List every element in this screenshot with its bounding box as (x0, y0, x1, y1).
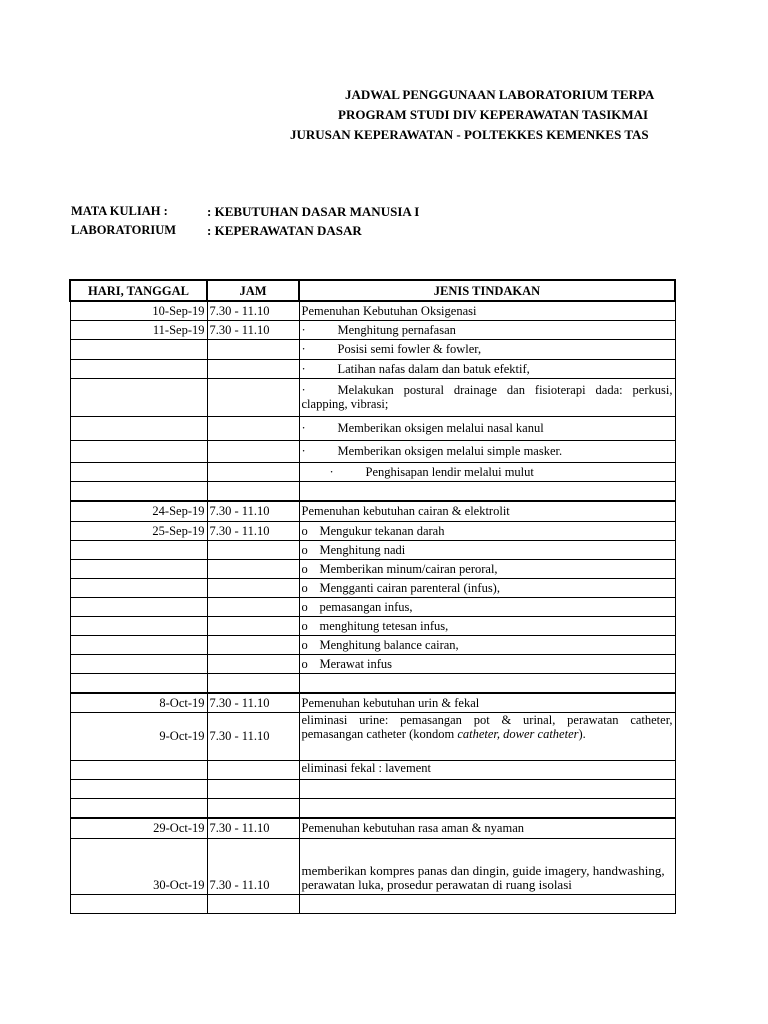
date-cell (70, 462, 207, 481)
header-action: JENIS TINDAKAN (299, 280, 675, 301)
action-cell (299, 320, 675, 339)
course-label: MATA KULIAH : (71, 204, 168, 218)
table-row (70, 779, 675, 798)
table-row (70, 440, 675, 462)
bullet-icon: o (301, 618, 308, 633)
table-row (70, 894, 675, 913)
schedule-table (69, 279, 676, 914)
action-cell: Pemenuhan kebutuhan urin & fekal (299, 693, 675, 712)
lab-label: LABORATORIUM (71, 223, 177, 237)
course-value: : KEBUTUHAN DASAR MANUSIA I (207, 204, 420, 219)
date-cell (70, 779, 207, 798)
time-cell (207, 440, 299, 462)
table-row (70, 838, 675, 894)
bullet-icon: o (301, 637, 308, 652)
action-text: menghitung tetesan infus, (319, 618, 449, 633)
spacer-row (70, 481, 675, 501)
action-text: Mengganti cairan parenteral (infus), (319, 580, 500, 595)
time-cell: 7.30 - 11.10 (207, 712, 299, 760)
date-cell (70, 559, 207, 578)
time-cell (207, 462, 299, 481)
table-row (70, 359, 675, 378)
header-time: JAM (207, 280, 299, 301)
action-cell: Pemenuhan kebutuhan cairan & elektrolit (299, 501, 675, 521)
action-cell (299, 440, 675, 462)
action-cell (299, 378, 675, 416)
action-text-end: ). (578, 726, 586, 741)
bullet-icon: · (301, 421, 306, 435)
table-row (70, 501, 675, 521)
action-text: eliminasi urine: pemasangan pot & urinal, perawatan catheter, pemasangan catheter (kondom (301, 712, 673, 741)
action-cell: eliminasi fekal : lavement (299, 760, 675, 779)
bullet-icon: · (301, 342, 306, 356)
table-row (70, 540, 675, 559)
date-cell: 9-Oct-19 (70, 712, 207, 760)
action-cell (299, 894, 675, 913)
table-row (70, 712, 675, 760)
action-cell (299, 654, 675, 673)
action-text-italic: catheter, dower catheter (457, 726, 579, 741)
time-cell (207, 416, 299, 440)
time-cell: 7.30 - 11.10 (207, 838, 299, 894)
time-cell (207, 654, 299, 673)
table-row (70, 559, 675, 578)
date-cell (70, 616, 207, 635)
time-cell (207, 597, 299, 616)
title-line-3: JURUSAN KEPERAWATAN - POLTEKKES KEMENKES TAS (290, 127, 649, 142)
title-line-2: PROGRAM STUDI DIV KEPERAWATAN TASIKMAI (338, 107, 649, 122)
action-cell (299, 635, 675, 654)
table-row (70, 301, 675, 320)
date-cell (70, 339, 207, 359)
action-text: Menghitung nadi (319, 542, 406, 557)
action-cell (299, 559, 675, 578)
action-cell (299, 597, 675, 616)
table-row (70, 339, 675, 359)
lab-value: : KEPERAWATAN DASAR (207, 223, 362, 238)
date-cell (70, 578, 207, 597)
date-cell (70, 378, 207, 416)
date-cell (70, 540, 207, 559)
spacer-row (70, 673, 675, 693)
action-text: Mengukur tekanan darah (319, 523, 445, 538)
action-text: Melakukan postural drainage dan fisioterapi dada: perkusi, clapping, vibrasi; (301, 383, 673, 411)
time-cell (207, 359, 299, 378)
header-date: HARI, TANGGAL (70, 280, 207, 301)
time-cell (207, 760, 299, 779)
date-cell: 29-Oct-19 (70, 818, 207, 838)
action-cell (299, 616, 675, 635)
bullet-icon: o (301, 580, 308, 595)
table-row (70, 818, 675, 838)
bullet-icon: · (301, 444, 306, 458)
table-row (70, 654, 675, 673)
table-row (70, 320, 675, 339)
title-line-1: JADWAL PENGGUNAAN LABORATORIUM TERPA (345, 87, 655, 102)
time-cell: 7.30 - 11.10 (207, 301, 299, 320)
action-text: Penghisapan lendir melalui mulut (365, 464, 534, 479)
date-cell (70, 416, 207, 440)
action-cell: Pemenuhan kebutuhan rasa aman & nyaman (299, 818, 675, 838)
action-cell (299, 521, 675, 540)
action-text: pemasangan infus, (319, 599, 413, 614)
date-cell (70, 597, 207, 616)
action-cell (299, 779, 675, 798)
time-cell: 7.30 - 11.10 (207, 320, 299, 339)
action-text: Memberikan minum/cairan peroral, (319, 561, 498, 576)
action-cell (299, 578, 675, 597)
bullet-icon: o (301, 561, 308, 576)
bullet-icon: o (301, 523, 308, 538)
date-cell: 10-Sep-19 (70, 301, 207, 320)
action-cell: Pemenuhan Kebutuhan Oksigenasi (299, 301, 675, 320)
table-row (70, 597, 675, 616)
table-row (70, 578, 675, 597)
date-cell (70, 760, 207, 779)
action-text: Menghitung pernafasan (337, 322, 456, 337)
table-row (70, 616, 675, 635)
time-cell (207, 779, 299, 798)
action-cell (299, 540, 675, 559)
bullet-icon: o (301, 656, 308, 671)
action-cell (299, 462, 675, 481)
table-row (70, 416, 675, 440)
date-cell (70, 359, 207, 378)
time-cell (207, 378, 299, 416)
action-text: Merawat infus (319, 656, 393, 671)
time-cell (207, 578, 299, 597)
bullet-icon: o (301, 599, 308, 614)
action-cell (299, 712, 675, 760)
bullet-icon: · (301, 322, 306, 337)
time-cell (207, 559, 299, 578)
time-cell (207, 540, 299, 559)
table-row (70, 378, 675, 416)
time-cell (207, 894, 299, 913)
time-cell (207, 635, 299, 654)
time-cell: 7.30 - 11.10 (207, 818, 299, 838)
action-cell: memberikan kompres panas dan dingin, guide imagery, handwashing, perawatan luka, prosedur perawatan di ruang isolasi (299, 838, 675, 894)
spacer-row (70, 798, 675, 818)
action-cell (299, 339, 675, 359)
table-row (70, 635, 675, 654)
table-row (70, 462, 675, 481)
date-cell (70, 440, 207, 462)
time-cell (207, 616, 299, 635)
table-row (70, 521, 675, 540)
date-cell (70, 654, 207, 673)
action-cell (299, 359, 675, 378)
date-cell: 30-Oct-19 (70, 838, 207, 894)
action-text: Memberikan oksigen melalui nasal kanul (337, 421, 544, 435)
date-cell: 25-Sep-19 (70, 521, 207, 540)
action-text: Latihan nafas dalam dan batuk efektif, (337, 361, 530, 376)
table-row (70, 760, 675, 779)
time-cell: 7.30 - 11.10 (207, 693, 299, 712)
action-text: Menghitung balance cairan, (319, 637, 459, 652)
date-cell (70, 894, 207, 913)
bullet-icon: · (301, 383, 306, 397)
bullet-icon: o (301, 542, 308, 557)
table-header-row (70, 280, 675, 301)
time-cell (207, 339, 299, 359)
time-cell: 7.30 - 11.10 (207, 501, 299, 521)
time-cell: 7.30 - 11.10 (207, 521, 299, 540)
table-row (70, 693, 675, 712)
action-cell (299, 416, 675, 440)
bullet-icon: · (329, 464, 334, 479)
date-cell: 11-Sep-19 (70, 320, 207, 339)
bullet-icon: · (301, 361, 306, 376)
date-cell: 8-Oct-19 (70, 693, 207, 712)
action-text: Posisi semi fowler & fowler, (337, 342, 482, 356)
date-cell (70, 635, 207, 654)
action-text: Memberikan oksigen melalui simple masker. (337, 444, 563, 458)
date-cell: 24-Sep-19 (70, 501, 207, 521)
